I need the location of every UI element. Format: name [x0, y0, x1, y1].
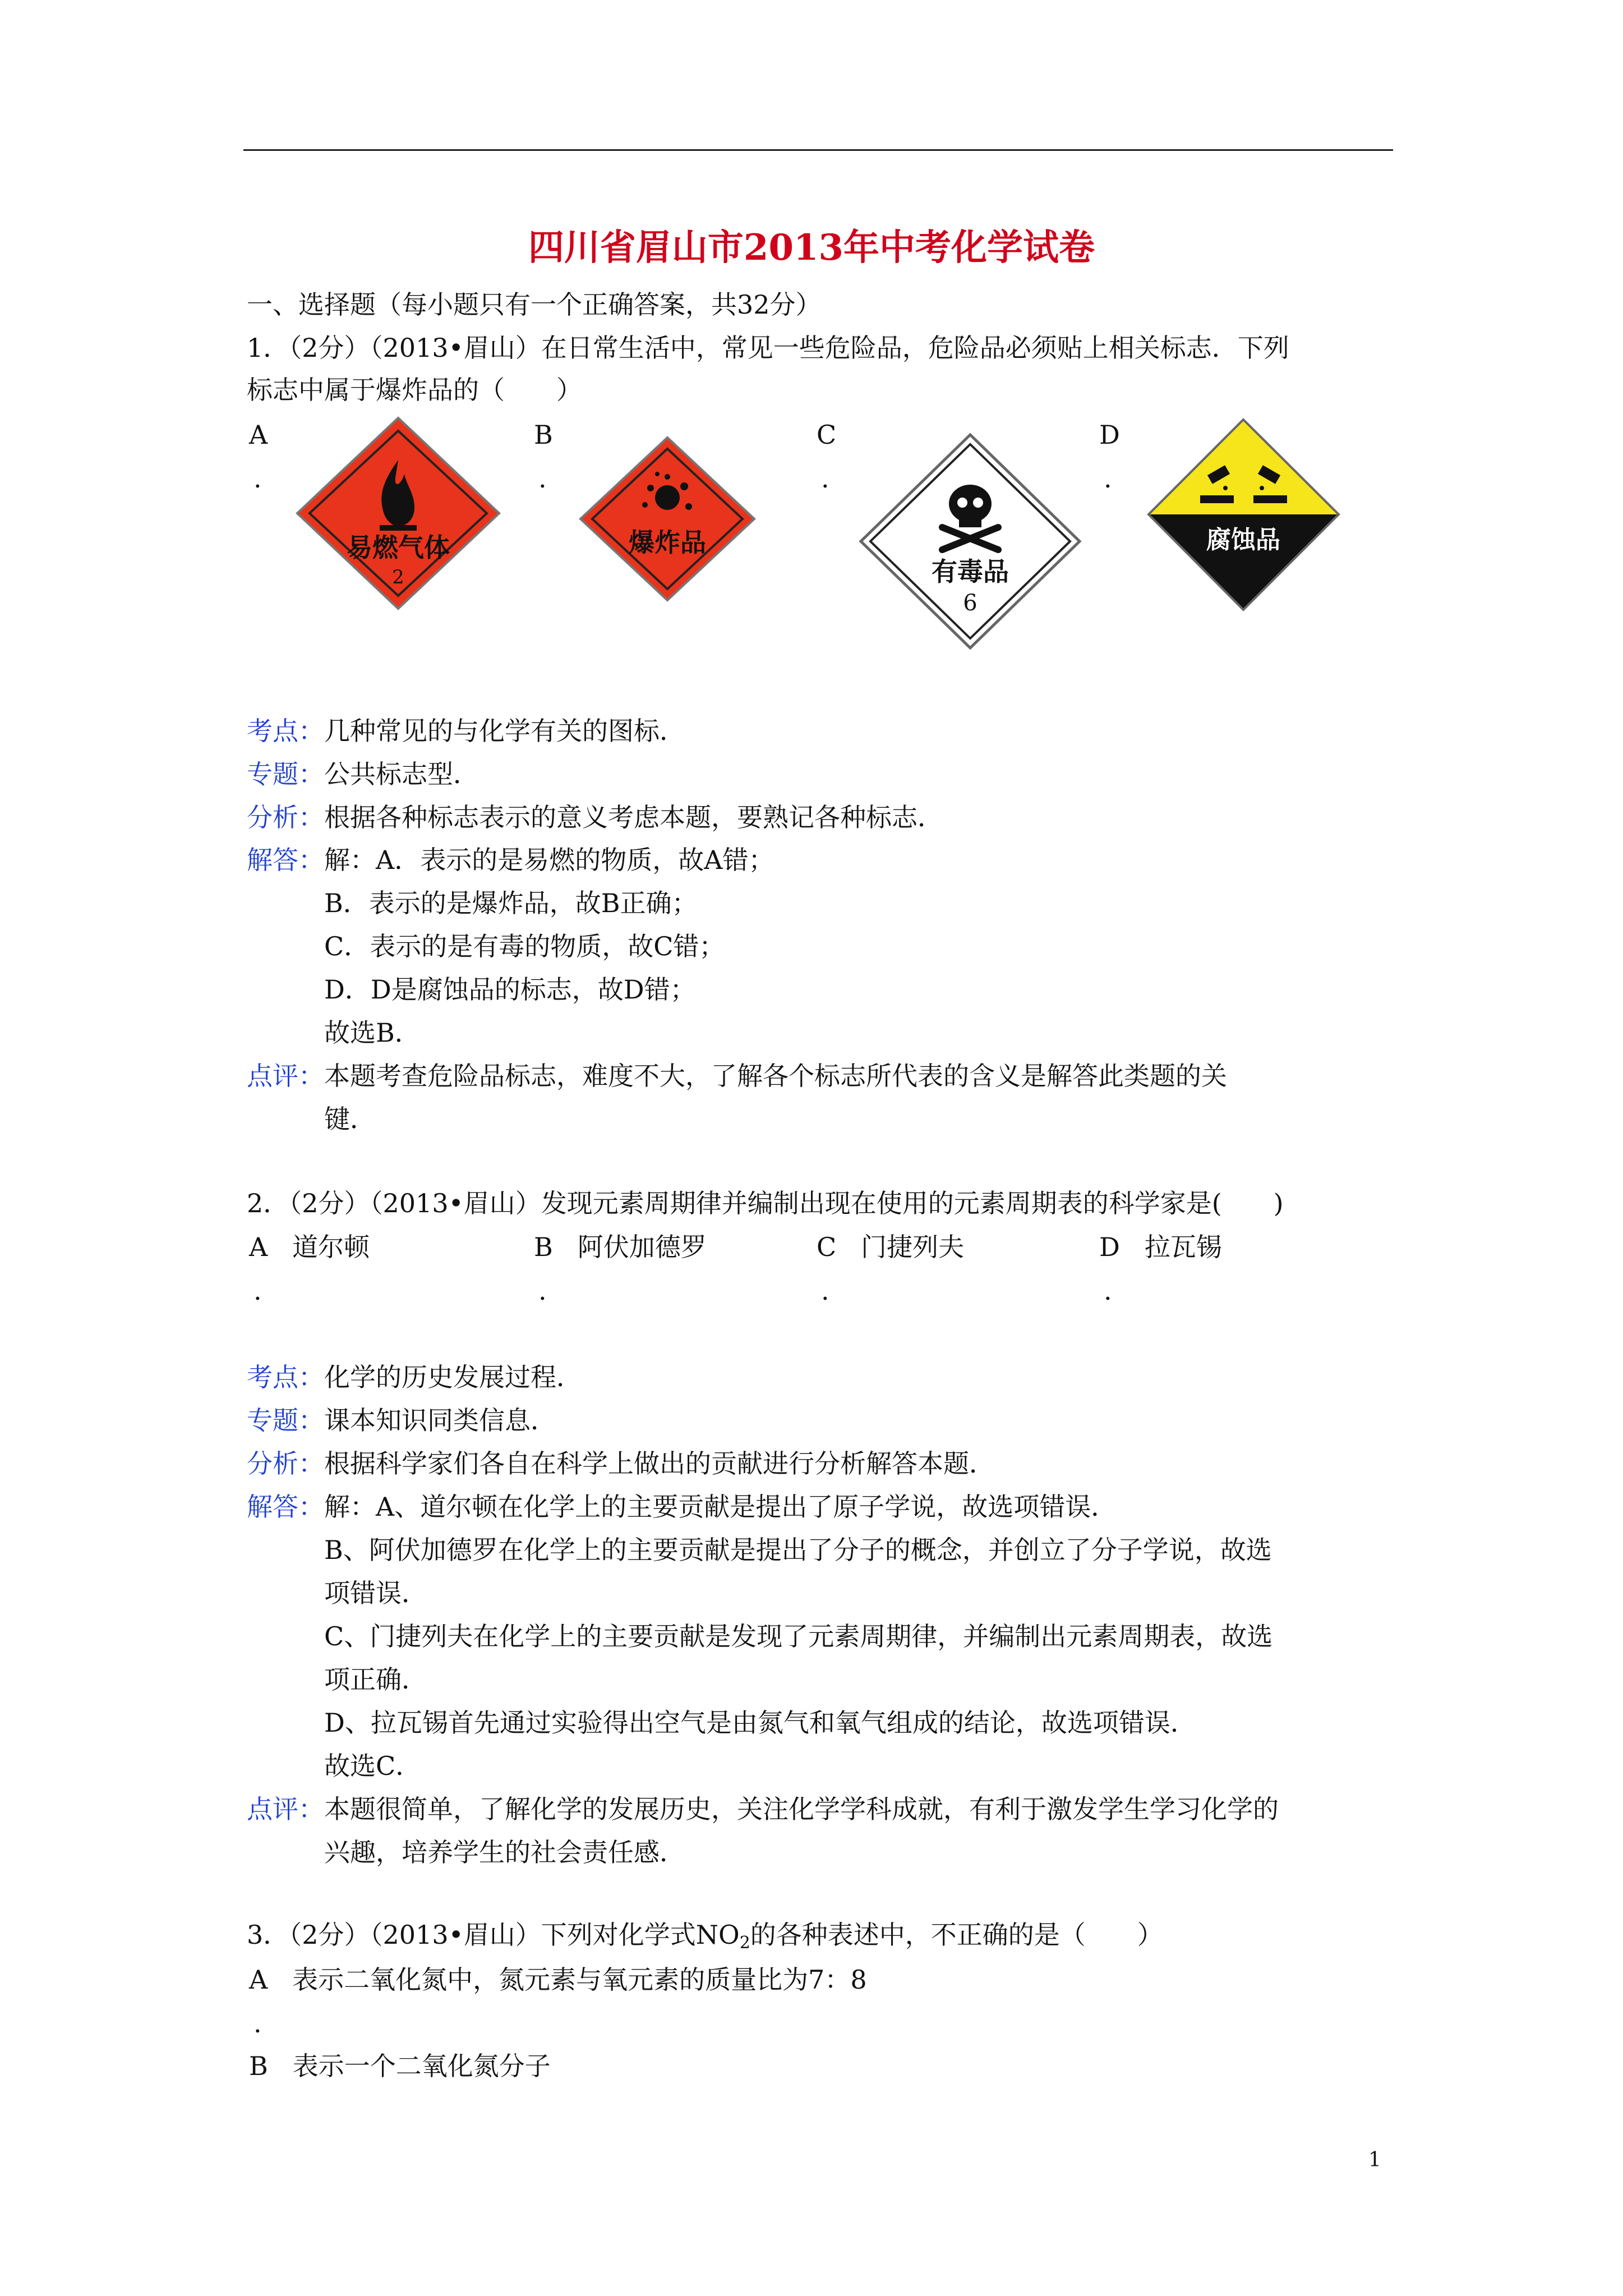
- q1-stem-line1: 1．（2分）（2013•眉山）在日常生活中，常见一些危险品，危险品必须贴上相关标志．下列: [247, 333, 1289, 363]
- q3-option-b: [249, 2053, 551, 2079]
- q1-fenxi-text: 根据各种标志表示的意义考虑本题，要熟记各种标志．: [324, 802, 943, 832]
- q1-jieda-line5: 故选B．: [324, 1018, 421, 1048]
- q3-option-a: [249, 1964, 867, 1995]
- q1-kaodian-label: 考点：: [247, 716, 324, 746]
- q3-option-a-letter: A: [249, 1964, 268, 1995]
- q2-jieda-line2: B、阿伏加德罗在化学上的主要贡献是提出了分子的概念，并创立了分子学说，故选: [324, 1535, 1272, 1565]
- header-rule: [243, 149, 1393, 151]
- q2-fenxi-label: 分析：: [247, 1448, 324, 1479]
- q1-jieda-line2: B．表示的是爆炸品，故B正确；: [324, 888, 698, 918]
- q2-option-a-letter: A: [249, 1232, 268, 1262]
- q2-jieda-line1: 解：A、道尔顿在化学上的主要贡献是提出了原子学说，故选项错误．: [324, 1492, 1117, 1522]
- page-title: 四川省眉山市2013年中考化学试卷: [528, 227, 1095, 269]
- q1-kaodian-text: 几种常见的与化学有关的图标．: [324, 716, 685, 746]
- q3-stem-post: 的各种表述中，不正确的是（ ）: [750, 1920, 1163, 1950]
- explosive-sign-icon: [578, 435, 757, 603]
- q2-option-d: [1099, 1234, 1222, 1260]
- q1-jieda: [247, 847, 774, 873]
- sign-b-text: 爆炸品: [629, 527, 706, 558]
- q1-option-a-letter: A: [249, 420, 268, 450]
- flammable-gas-sign-icon: [294, 415, 502, 611]
- sign-a-text: 易燃气体: [347, 532, 450, 563]
- q2-option-a-text: 道尔顿: [292, 1232, 370, 1262]
- q1-option-b-dot: .: [538, 463, 547, 494]
- q1-dianping-line1: 本题考查危险品标志，难度不大，了解各个标志所代表的含义是解答此类题的关: [324, 1061, 1227, 1091]
- q1-jieda-line3: C．表示的是有毒的物质，故C错；: [324, 931, 725, 961]
- q2-jieda-line5: 项正确．: [324, 1664, 427, 1695]
- sign-c-number: 6: [963, 590, 978, 616]
- q3-option-a-dot: .: [253, 2008, 262, 2039]
- q1-jieda-line4: D．D是腐蚀品的标志，故D错；: [324, 974, 696, 1005]
- q2-option-c: [817, 1234, 964, 1260]
- q1-option-c-letter: C: [817, 420, 837, 450]
- q2-option-d-text: 拉瓦锡: [1144, 1232, 1222, 1262]
- q2-jieda-line3: 项错误．: [324, 1578, 427, 1608]
- q2-option-d-dot: .: [1104, 1276, 1112, 1306]
- q2-zhuanti-label: 专题：: [247, 1405, 324, 1435]
- q1-stem-line2: 标志中属于爆炸品的（ ）: [247, 375, 582, 405]
- q1-zhuanti: [247, 761, 479, 787]
- q1-option-b-letter: B: [534, 420, 553, 450]
- sign-a-number: 2: [392, 566, 404, 588]
- q1-option-a-dot: .: [253, 463, 262, 494]
- q2-option-a-dot: .: [253, 1276, 262, 1306]
- q1-option-d-letter: D: [1099, 420, 1120, 450]
- sign-c-text: 有毒品: [932, 556, 1009, 587]
- q1-zhuanti-text: 公共标志型．: [324, 759, 479, 789]
- q2-jieda-line7: 故选C．: [324, 1751, 422, 1781]
- page-number: 1: [1368, 2148, 1381, 2171]
- q3-option-b-text: 表示一个二氧化氮分子: [292, 2051, 551, 2081]
- q2-option-b-text: 阿伏加德罗: [577, 1232, 707, 1262]
- q1-dianping-line2: 键．: [324, 1104, 376, 1134]
- q2-option-c-dot: .: [821, 1276, 829, 1306]
- q2-option-a: [249, 1234, 370, 1260]
- q1-dianping-label: 点评：: [247, 1061, 324, 1091]
- q1-dianping: [247, 1063, 1227, 1089]
- q1-kaodian: [247, 718, 685, 744]
- q3-option-b-letter: B: [249, 2051, 268, 2081]
- q2-dianping-line2: 兴趣，培养学生的社会责任感．: [324, 1837, 685, 1867]
- q2-option-b-letter: B: [534, 1232, 553, 1262]
- q2-jieda-line6: D、拉瓦锡首先通过实验得出空气是由氮气和氧气组成的结论，故选项错误．: [324, 1708, 1196, 1738]
- q2-fenxi: [247, 1448, 995, 1479]
- q2-jieda-label: 解答：: [247, 1492, 324, 1522]
- corrosive-sign-icon: [1147, 418, 1340, 611]
- q2-zhuanti: [247, 1407, 556, 1433]
- q2-option-c-letter: C: [817, 1232, 837, 1262]
- q2-jieda: [247, 1494, 1117, 1520]
- q1-fenxi-label: 分析：: [247, 802, 324, 832]
- q2-jieda-line4: C、门捷列夫在化学上的主要贡献是发现了元素周期律，并编制出元素周期表，故选: [324, 1621, 1273, 1651]
- q2-option-b-dot: .: [538, 1276, 547, 1306]
- toxic-sign-icon: [858, 432, 1082, 651]
- q3-stem: [247, 1922, 1163, 1952]
- q2-kaodian-label: 考点：: [247, 1362, 324, 1392]
- q2-dianping-line1: 本题很简单，了解化学的发展历史，关注化学学科成就，有利于激发学生学习化学的: [324, 1794, 1279, 1824]
- q1-option-c-dot: .: [821, 463, 829, 494]
- q1-jieda-label: 解答：: [247, 845, 324, 875]
- sign-d-text: 腐蚀品: [1206, 526, 1280, 554]
- q2-fenxi-text: 根据科学家们各自在科学上做出的贡献进行分析解答本题．: [324, 1448, 995, 1479]
- q2-stem: 2．（2分）（2013•眉山）发现元素周期律并编制出现在使用的元素周期表的科学家是( ): [247, 1188, 1284, 1218]
- q2-option-d-letter: D: [1099, 1232, 1120, 1262]
- q2-kaodian-text: 化学的历史发展过程．: [324, 1362, 582, 1392]
- q2-dianping: [247, 1796, 1279, 1822]
- q2-option-c-text: 门捷列夫: [861, 1232, 965, 1262]
- q3-stem-pre: 3．（2分）（2013•眉山）下列对化学式: [247, 1920, 696, 1950]
- q3-option-a-text: 表示二氧化氮中，氮元素与氧元素的质量比为7：8: [292, 1964, 867, 1995]
- section-heading: 一、选择题（每小题只有一个正确答案，共32分）: [247, 289, 822, 320]
- q1-option-d-dot: .: [1104, 463, 1112, 494]
- q3-formula: $NO_2$: [695, 1920, 750, 1953]
- q1-jieda-line1: 解：A．表示的是易燃的物质，故A错；: [324, 845, 774, 875]
- q2-dianping-label: 点评：: [247, 1794, 324, 1824]
- q1-fenxi: [247, 804, 943, 830]
- q1-zhuanti-label: 专题：: [247, 759, 324, 789]
- q2-option-b: [534, 1234, 707, 1260]
- q2-kaodian: [247, 1364, 582, 1390]
- q2-zhuanti-text: 课本知识同类信息．: [324, 1405, 556, 1435]
